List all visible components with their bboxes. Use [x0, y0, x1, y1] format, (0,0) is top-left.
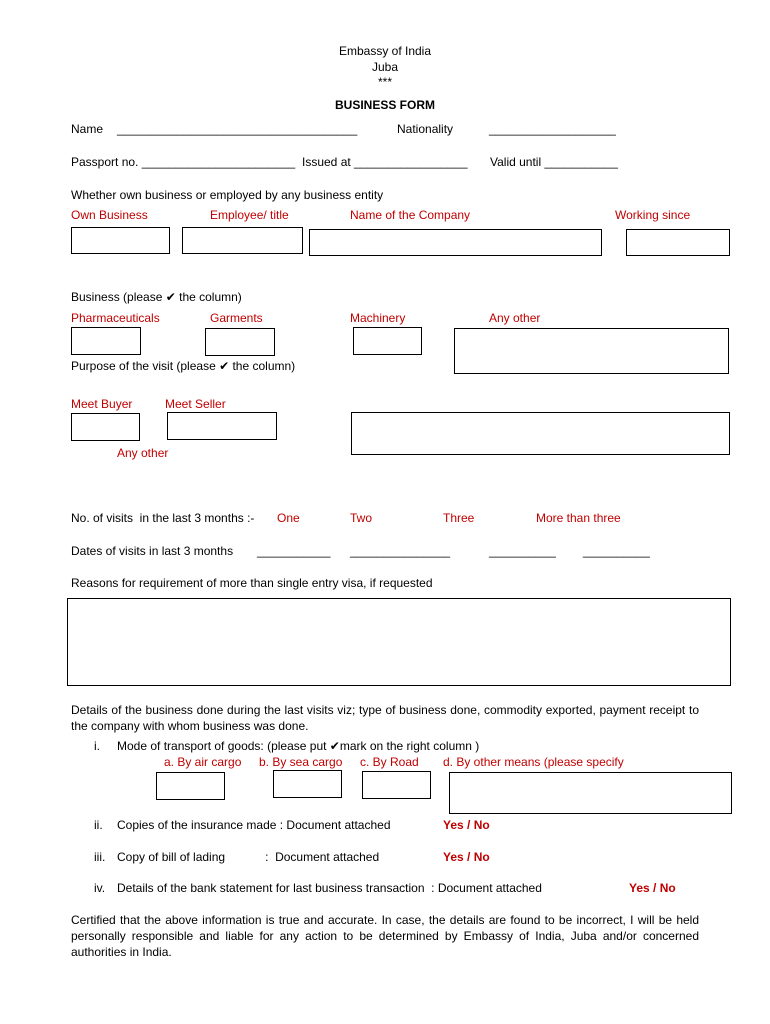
header-stars: *** — [377, 75, 392, 89]
name-field[interactable]: ____________________________________ — [117, 122, 358, 136]
business-type-question: Business (please ✔ the column) — [71, 290, 242, 304]
garments-checkbox[interactable] — [205, 328, 275, 356]
insurance-copies-label: Copies of the insurance made : Document attached — [117, 818, 391, 832]
pharmaceuticals-checkbox[interactable] — [71, 327, 141, 355]
own-business-label: Own Business — [71, 208, 148, 222]
date-field-2[interactable]: _______________ — [350, 544, 451, 558]
reasons-label: Reasons for requirement of more than single entry visa, if requested — [71, 576, 433, 590]
working-since-box[interactable] — [626, 229, 730, 256]
any-other-business-box[interactable] — [454, 328, 729, 374]
any-other-business-label: Any other — [489, 311, 541, 325]
garments-label: Garments — [210, 311, 263, 325]
item-ii-number: ii. — [94, 818, 103, 832]
dates-label: Dates of visits in last 3 months — [71, 544, 234, 558]
item-iii-number: iii. — [94, 850, 106, 864]
other-means-label: d. By other means (please specify — [443, 755, 624, 769]
meet-seller-checkbox[interactable] — [167, 412, 277, 440]
bank-statement-label: Details of the bank statement for last business transaction : Document attached — [117, 881, 542, 895]
any-other-purpose-box[interactable] — [351, 412, 730, 455]
embassy-city: Juba — [371, 60, 399, 74]
visits-one-option[interactable]: One — [277, 511, 300, 525]
meet-buyer-label: Meet Buyer — [71, 397, 133, 411]
details-paragraph: Details of the business done during the last visits viz; type of business done, commodity exported, payment receipt to the company with whom business was done. — [71, 703, 699, 733]
own-business-box[interactable] — [71, 227, 170, 254]
sea-cargo-checkbox[interactable] — [273, 770, 342, 798]
meet-buyer-checkbox[interactable] — [71, 413, 140, 441]
nationality-field[interactable]: ___________________ — [489, 122, 616, 136]
embassy-name: Embassy of India — [338, 44, 432, 58]
employee-title-label: Employee/ title — [210, 208, 289, 222]
issued-at-field[interactable]: Issued at _________________ — [302, 155, 468, 169]
certification-text: Certified that the above information is true and accurate. In case, the details are found to be incorrect, I will be held personally responsible and liable for any action to be determined by Embassy of India, Juba and/or concerned authorities in India. — [71, 913, 699, 959]
bill-of-lading-yes-no[interactable]: Yes / No — [443, 850, 490, 864]
working-since-label: Working since — [615, 208, 691, 222]
machinery-label: Machinery — [350, 311, 406, 325]
bill-of-lading-label: Copy of bill of lading : Document attached — [117, 850, 380, 864]
visits-label: No. of visits in the last 3 months :- — [71, 511, 255, 525]
pharmaceuticals-label: Pharmaceuticals — [71, 311, 160, 325]
employee-title-box[interactable] — [182, 227, 303, 254]
nationality-label: Nationality — [397, 122, 454, 136]
air-cargo-label: a. By air cargo — [164, 755, 242, 769]
machinery-checkbox[interactable] — [353, 327, 422, 355]
company-name-label: Name of the Company — [350, 208, 471, 222]
sea-cargo-label: b. By sea cargo — [259, 755, 343, 769]
company-name-box[interactable] — [309, 229, 602, 256]
business-entity-question: Whether own business or employed by any business entity — [71, 188, 384, 202]
other-means-box[interactable] — [449, 772, 732, 814]
visits-two-option[interactable]: Two — [350, 511, 373, 525]
purpose-question: Purpose of the visit (please ✔ the column) — [71, 359, 296, 373]
date-field-3[interactable]: __________ — [489, 544, 556, 558]
transport-mode-question: Mode of transport of goods: (please put ✔mark on the right column ) — [117, 739, 480, 753]
visits-three-option[interactable]: Three — [443, 511, 475, 525]
meet-seller-label: Meet Seller — [165, 397, 226, 411]
date-field-1[interactable]: ___________ — [257, 544, 331, 558]
air-cargo-checkbox[interactable] — [156, 772, 225, 800]
item-i-number: i. — [94, 739, 100, 753]
insurance-yes-no[interactable]: Yes / No — [443, 818, 490, 832]
visits-more-option[interactable]: More than three — [536, 511, 621, 525]
form-title: BUSINESS FORM — [334, 98, 435, 112]
name-label: Name — [71, 122, 104, 136]
date-field-4[interactable]: __________ — [583, 544, 650, 558]
any-other-purpose-label: Any other — [117, 446, 169, 460]
reasons-box[interactable] — [67, 598, 731, 686]
road-label: c. By Road — [360, 755, 419, 769]
passport-field[interactable]: Passport no. _______________________ — [71, 155, 296, 169]
item-iv-number: iv. — [94, 881, 106, 895]
valid-until-field[interactable]: Valid until ___________ — [490, 155, 618, 169]
bank-statement-yes-no[interactable]: Yes / No — [629, 881, 676, 895]
road-checkbox[interactable] — [362, 771, 431, 799]
